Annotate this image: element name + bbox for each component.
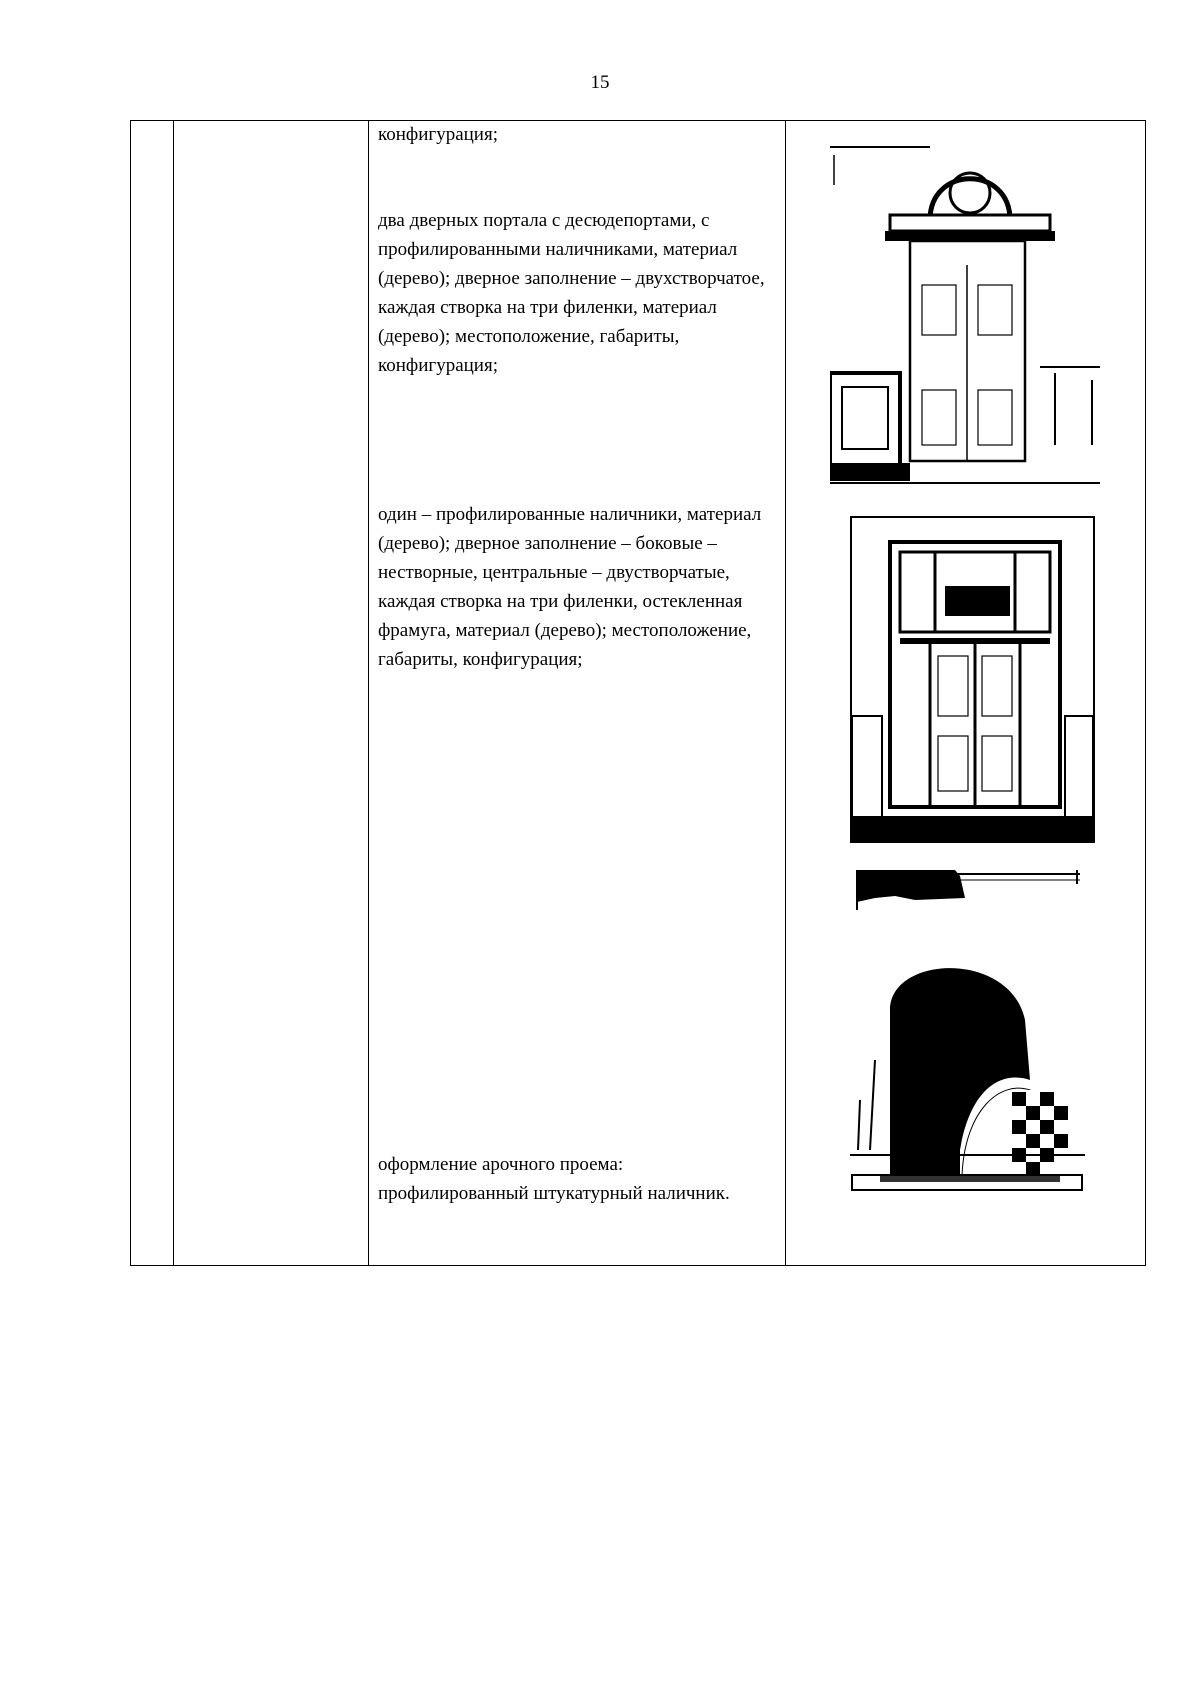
cell-text-central-door: один – профилированные наличники, материал (дерево); дверное заполнение – боковые – нестворные, центральные – двустворчатые, каждая створка на три филенки, остекленная фрамуга, материал (дерево); местоположение, габариты, конфигурация;: [378, 504, 762, 670]
cell-text-arch-opening: оформление арочного проема: профилированный штукатурный наличник.: [378, 1154, 730, 1204]
column-divider: [785, 121, 786, 1265]
column-divider: [173, 121, 174, 1265]
photo-central-door: [850, 516, 1095, 843]
cell-text-door-portals: два дверных портала с десюдепортами, с профилированными наличниками, материал (дерево); дверное заполнение – двухстворчатое, каждая створка на три филенки, материал (дерево); местоположение, габариты, конфигурация;: [378, 210, 765, 376]
column-divider: [368, 121, 369, 1265]
photo-door-portal: [830, 145, 1100, 485]
cell-text-continuation: конфигурация;: [378, 124, 498, 145]
photo-cornice-fragment: [855, 868, 1085, 913]
page-number: 15: [590, 72, 610, 93]
photo-arched-opening: [850, 950, 1085, 1195]
